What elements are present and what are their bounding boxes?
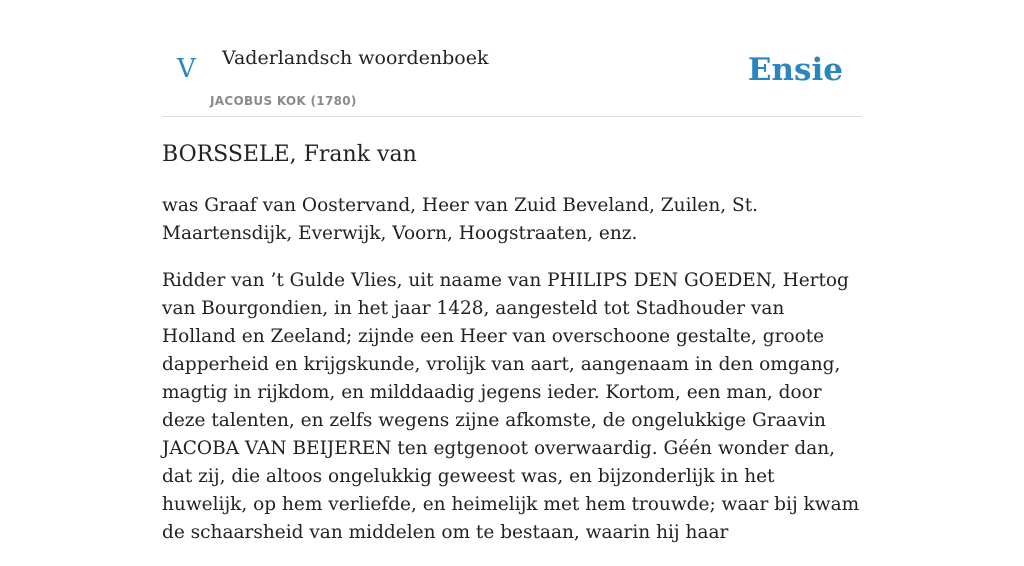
page-header xyxy=(162,0,862,117)
entry-body xyxy=(162,192,862,566)
book-title-link[interactable]: Vaderlandsch woordenboek xyxy=(222,47,489,69)
ensie-logo-link[interactable]: Ensie xyxy=(747,52,843,88)
entry-title: BORSSELE, Frank van xyxy=(162,142,417,167)
book-author: JACOBUS KOK (1780) xyxy=(210,94,357,108)
entry-paragraph: Ridder van ’t Gulde Vlies, uit naame van PHILIPS DEN GOEDEN, Hertog van Bourgondien, in het jaar 1428, aangesteld tot Stadhouder van Holland en Zeeland; zijnde een Heer van overschoone gestalte, groote dapperheid en krijgskunde, vrolijk van aart, aangenaam in den omgang, magtig in rijkdom, en milddaadig jegens ieder. Kortom, een man, door deze talenten, en zelfs wegens zijne afkomste, de ongelukkige Graavin JACOBA VAN BEIJEREN ten egtgenoot overwaardig. Géén wonder dan, dat zij, die altoos ongelukkig geweest was, en bijzonderlijk in het huwelijk, op hem verliefde, en heimelijk met hem trouwde; waar bij kwam de schaarsheid van middelen om te bestaan, waarin hij haar xyxy=(162,270,860,543)
book-letter-icon[interactable]: V xyxy=(177,54,196,84)
entry-paragraph: was Graaf van Oostervand, Heer van Zuid Beveland, Zuilen, St. Maartensdijk, Everwijk, Voorn, Hoogstraaten, enz. xyxy=(162,195,759,244)
